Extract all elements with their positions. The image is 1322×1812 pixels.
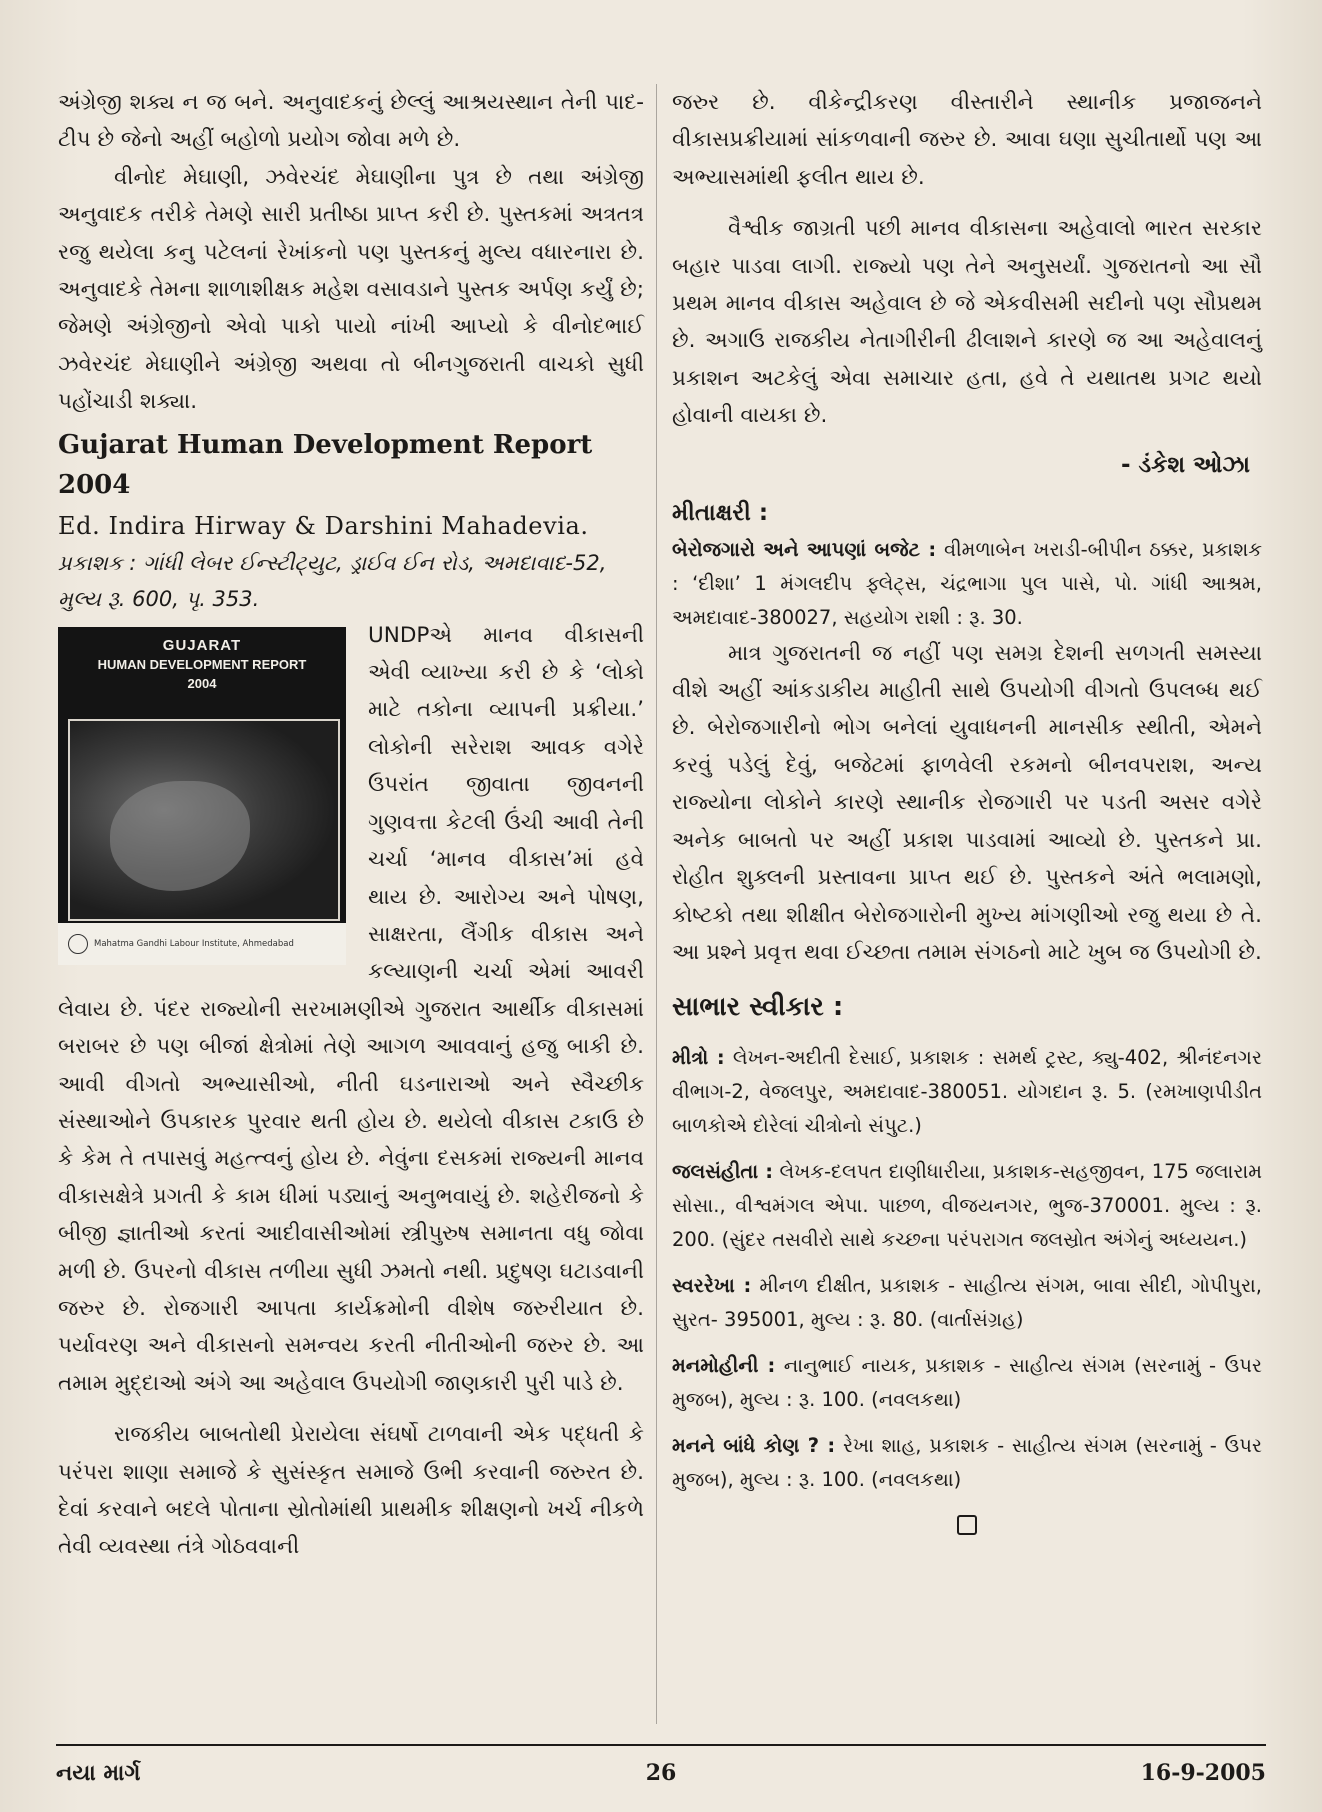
right-column — [672, 84, 1262, 1541]
magazine-name: નયા માર્ગ — [56, 1760, 141, 1786]
institute-logo-icon — [68, 934, 88, 954]
cover-title-line-1: GUJARAT — [162, 636, 242, 654]
page-footer — [56, 1752, 1266, 1796]
left-column — [58, 84, 644, 1566]
book-publisher-info: પ્રકાશક : ગાંધી લેબર ઈન્સ્ટીટ્યુટ, ડ્રાઈવ ઈન રોડ, અમદાવાદ-52, મુલ્ય રૂ. 600, પૃ. 353. — [58, 550, 607, 611]
column-divider — [656, 84, 657, 1724]
received-book-entry — [672, 1041, 1262, 1143]
page-number: 26 — [645, 1760, 677, 1786]
right-paragraph-3: માત્ર ગુજરાતની જ નહીં પણ સમગ્ર દેશની સળગતી સમસ્યા વીશે અહીં આંકડાકીય માહીતી સાથે ઉપયોગી વીગતો ઉપલબ્ધ થઈ છે. બેરોજગારીનો ભોગ બનેલાં યુવાધનની માનસીક સ્થીતી, એમને કરવું પડેલું દેવું, બજેટમાં ફાળવેલી રકમનો બીનવપરાશ, અન્ય રાજ્યોના લોકોને કારણે સ્થાનીક રોજગારી પર પડતી અસર વગેરે અનેક બાબતો પર અહીં પ્રકાશ પાડવામાં આવ્યો છે. પુસ્તકને પ્રા. રોહીત શુક્લની પ્રસ્તાવના પ્રાપ્ત થઈ છે. પુસ્તકને અંતે ભલામણો, કોષ્ટકો તથા શીક્ષીત બેરોજગારોની મુખ્ય માંગણીઓ રજુ થયા છે તે. આ પ્રશ્ને પ્રવૃત્ત થવા ઈચ્છતા તમામ સંગઠનો માટે ખુબ જ ઉપયોગી છે. — [672, 640, 1262, 965]
received-book-details: મીનળ દીક્ષીત, પ્રકાશક - સાહીત્ય સંગમ, બાવા સીદી, ગોપીપુરા, સુરત- 395001, મુલ્ય : રૂ. 80. (વાર્તાસંગ્રહ) — [672, 1274, 1262, 1332]
mitakshari-book-details: વીમળાબેન ખરાડી-બીપીન ઠક્કર, પ્રકાશક : ‘દીશા’ 1 મંગલદીપ ફ્લેટ્સ, ચંદ્રભાગા પુલ પાસે, પો. ગાંધી આશ્રમ, અમદાવાદ-380027, સહયોગ રાશી : રૂ. 30. — [672, 537, 1263, 629]
received-book-details: લેખક-દલપત દાણીધારીયા, પ્રકાશક-સહજીવન, 175 જલારામ સોસા., વીશ્વમંગલ એપા. પાછળ, વીજયનગર, ભુજ-370001. મુલ્ય : રૂ. 200. (સુંદર તસવીરો સાથે કચ્છના પરંપરાગત જલસ્રોત અંગેનું અધ્યયન.) — [672, 1160, 1263, 1252]
received-book-entry — [672, 1349, 1262, 1417]
received-book-title: જલસંહીતા : — [672, 1160, 773, 1184]
received-book-entry — [672, 1155, 1262, 1257]
received-book-entry — [672, 1429, 1262, 1497]
cover-artwork — [68, 719, 340, 921]
right-paragraph-2: વૈશ્વીક જાગ્રતી પછી માનવ વીકાસના અહેવાલો ભારત સરકાર બહાર પાડવા લાગી. રાજ્યો પણ તેને અનુસર્યાં. ગુજરાતનો આ સૌ પ્રથમ માનવ વીકાસ અહેવાલ છે જે એકવીસમી સદીનો પણ સૌપ્રથમ છે. અગાઉ રાજકીય નેતાગીરીની ઢીલાશને કારણે જ આ અહેવાલનું પ્રકાશન અટકેલું એવા સમાચાર હતા, હવે તે યથાતથ પ્રગટ થયો હોવાની વાયકા છે. — [672, 216, 1262, 429]
left-paragraph-2: વીનોદ મેઘાણી, ઝવેરચંદ મેઘાણીના પુત્ર છે તથા અંગ્રેજી અનુવાદક તરીકે તેમણે સારી પ્રતીષ્ઠા પ્રાપ્ત કરી છે. પુસ્તકમાં અત્રતત્ર રજુ થયેલા કનુ પટેલનાં રેખાંકનો પણ પુસ્તકનું મુલ્ય વધારનારા છે. અનુવાદકે તેમના શાળાશીક્ષક મહેશ વસાવડાને પુસ્તક અર્પણ કર્યું છે; જેમણે અંગ્રેજીનો એવો પાકો પાયો નાંખી આપ્યો કે વીનોદભાઈ ઝવેરચંદ મેઘાણીને અંગ્રેજી અથવા તો બીનગુજરાતી વાચકો સુધી પહોંચાડી શક્યા. — [58, 164, 644, 415]
left-paragraph-1: અંગ્રેજી શક્ય ન જ બને. અનુવાદકનું છેલ્લું આશ્રયસ્થાન તેની પાદ-ટીપ છે જેનો અહીં બહોળો પ્રયોગ જોવા મળે છે. — [58, 90, 644, 153]
cover-footer — [58, 923, 346, 965]
cover-title-line-3: 2004 — [187, 675, 217, 691]
cover-publisher: Mahatma Gandhi Labour Institute, Ahmedabad — [94, 938, 294, 949]
author-signature: - ડંકેશ ઓઝા — [1121, 451, 1250, 478]
issue-date: 16-9-2005 — [1140, 1760, 1266, 1786]
sabhar-svikar-heading: સાભાર સ્વીકાર : — [672, 992, 844, 1023]
received-book-details: નાનુભાઈ નાયક, પ્રકાશક - સાહીત્ય સંગમ (સરનામું - ઉપર મુજબ), મુલ્ય : રૂ. 100. (નવલકથા) — [672, 1354, 1262, 1412]
received-book-details: રેખા શાહ, પ્રકાશક - સાહીત્ય સંગમ (સરનામું - ઉપર મુજબ), મુલ્ય : રૂ. 100. (નવલકથા) — [672, 1434, 1262, 1492]
mitakshari-book-entry — [672, 533, 1262, 635]
book-title: Gujarat Human Development Report 2004 — [58, 429, 593, 500]
footer-rule — [56, 1744, 1266, 1746]
mitakshari-book-title: બેરોજગારો અને આપણાં બજેટ : — [672, 537, 937, 561]
left-paragraph-3: UNDPએ માનવ વીકાસની એવી વ્યાખ્યા કરી છે કે ‘લોકો માટે તકોના વ્યાપની પ્રક્રીયા.’ લોકોની સરેરાશ આવક વગેરે ઉપરાંત જીવાતા જીવનની ગુણવત્તા કેટલી ઉંચી આવી તેની ચર્ચા ‘માનવ વીકાસ’માં હવે થાય છે. આરોગ્ય અને પોષણ, સાક્ષરતા, લૈંગીક વીકાસ અને કલ્યાણની ચર્ચા એમાં આવરી લેવાય છે. પંદર રાજ્યોની સરખામણીએ ગુજરાત આર્થીક વીકાસમાં બરાબર છે પણ બીજાં ક્ષેત્રોમાં તેણે આગળ આવવાનું હજુ બાકી છે. આવી વીગતો અભ્યાસીઓ, નીતી ઘડનારાઓ અને સ્વૈચ્છીક સંસ્થાઓને ઉપકારક પુરવાર થતી હોય છે. થયેલો વીકાસ ટકાઉ છે કે કેમ તે તપાસવું મહત્ત્વનું હોય છે. નેવુંના દસકમાં રાજ્યની માનવ વીકાસક્ષેત્રે પ્રગતી કે કામ ધીમાં પડ્યાનું અનુભવાયું છે. શહેરીજનો કે બીજી જ્ઞાતીઓ કરતાં આદીવાસીઓમાં સ્ત્રીપુરુષ સમાનતા વધુ જોવા મળી છે. ઉપરનો વીકાસ તળીયા સુધી ઝમતો નથી. પ્રદુષણ ઘટાડવાની જરુર છે. રોજગારી આપતા કાર્યક્રમોની વીશેષ જરુરીયાત છે. પર્યાવરણ અને વીકાસનો સમન્વય કરતી નીતીઓની જરુર છે. આ તમામ મુદ્દાઓ અંગે આ અહેવાલ ઉપયોગી જાણકારી પુરી પાડે છે. — [58, 622, 644, 1396]
mitakshari-heading: મીતાક્ષરી : — [672, 499, 769, 526]
left-paragraph-4: રાજકીય બાબતોથી પ્રેરાયેલા સંઘર્ષો ટાળવાની એક પદ્ધતી કે પરંપરા શાણા સમાજે કે સુસંસ્કૃત સમાજે ઉભી કરવાની જરુરત છે. દેવાં કરવાને બદલે પોતાના સ્રોતોમાંથી પ્રાથમીક શીક્ષણનો ખર્ચ નીકળે તેવી વ્યવસ્થા તંત્રે ગોઠવવાની — [58, 1422, 644, 1560]
article-end-marker-icon — [672, 1515, 1262, 1541]
received-book-title: સ્વરરેખા : — [672, 1274, 752, 1298]
received-book-entry — [672, 1269, 1262, 1337]
book-editors: Ed. Indira Hirway & Darshini Mahadevia. — [58, 511, 589, 540]
cover-title-line-2: HUMAN DEVELOPMENT REPORT — [97, 656, 307, 672]
book-cover-image — [58, 627, 346, 965]
received-book-title: મનને બાંધે કોણ ? : — [672, 1434, 836, 1458]
right-paragraph-1: જરુર છે. વીકેન્દ્રીકરણ વીસ્તારીને સ્થાનીક પ્રજાજનને વીકાસપ્રક્રીયામાં સાંકળવાની જરુર છે. આવા ઘણા સુચીતાર્થો પણ આ અભ્યાસમાંથી ફલીત થાય છે. — [672, 90, 1262, 190]
received-book-title: મનમોહીની : — [672, 1354, 776, 1378]
received-book-title: મીત્રો : — [672, 1046, 725, 1070]
received-book-details: લેખન-અદીતી દેસાઈ, પ્રકાશક : સમર્થ ટ્રસ્ટ, ક્યુ-402, શ્રીનંદનગર વીભાગ-2, વેજલપુર, અમદાવાદ-380051. યોગદાન રૂ. 5. (રમખાણપીડીત બાળકોએ દોરેલાં ચીત્રોનો સંપુટ.) — [672, 1046, 1262, 1138]
